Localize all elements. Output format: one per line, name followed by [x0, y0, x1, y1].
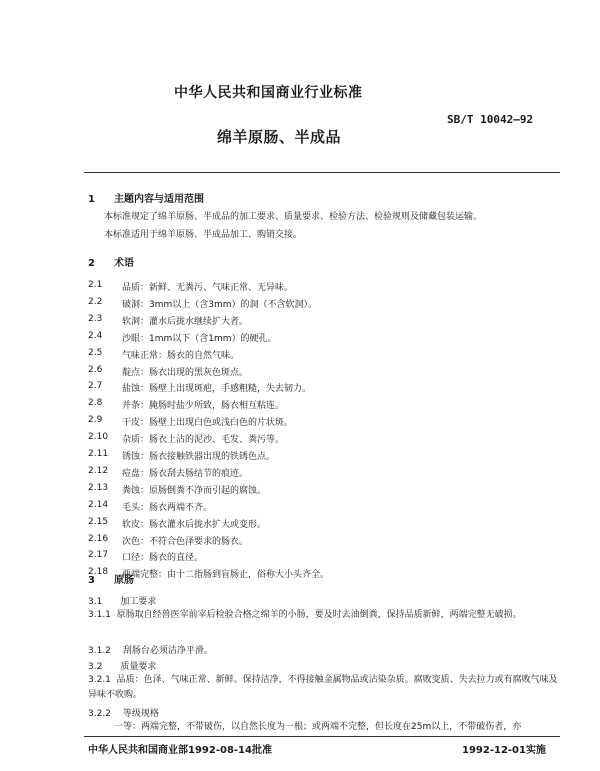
term-text: 两端完整：由十二指肠到盲肠止，俗称大小头齐全。	[122, 570, 330, 581]
term-text: 毛头：肠衣两端不齐。	[122, 502, 213, 513]
clause-text: 原肠取自经兽医宰前宰后检验合格之绵羊的小肠，要及时去油倒粪，保持品质新鲜，两端完整无破损。	[116, 610, 522, 620]
clause-number: 3.2.1	[88, 675, 111, 685]
section-number: 1	[88, 194, 95, 205]
clause-number: 3.2.2	[88, 709, 111, 719]
term-number: 2.1	[88, 280, 103, 290]
section-1-paragraph-1: 本标准规定了绵羊原肠、半成品的加工要求、质量要求、检验方法、检验规则及储藏包装运输。	[104, 212, 483, 222]
clause-text: 质量要求	[120, 662, 157, 672]
header-divider	[84, 172, 560, 173]
implementation-date: 1992-12-01实施	[462, 745, 546, 756]
term-number: 2.12	[88, 465, 109, 476]
term-text: 并条：腌肠时盐少所致，肠衣相互粘连。	[122, 401, 285, 412]
term-number: 2.9	[88, 415, 103, 426]
term-number: 2.2	[88, 296, 103, 307]
term-number: 2.16	[88, 533, 109, 544]
term-number: 2.11	[88, 449, 109, 459]
term-number: 2.5	[88, 347, 103, 358]
term-text: 品质：新鲜、无粪污、气味正常、无异味。	[122, 283, 294, 293]
section-number: 3	[88, 575, 95, 586]
clause-3-2-1	[88, 673, 558, 703]
term-number: 2.15	[88, 516, 109, 527]
term-text: 靛点：肠衣出现的黑灰色斑点。	[122, 367, 249, 378]
section-1-paragraph-2: 本标准适用于绵羊原肠、半成品加工、购销交接。	[104, 230, 303, 240]
clause-number: 3.1	[88, 597, 103, 607]
section-title: 主题内容与适用范围	[114, 194, 204, 205]
term-text: 口径：肠衣的直径。	[122, 553, 204, 564]
approval-line: 中华人民共和国商业部1992-08-14批准	[88, 745, 272, 756]
term-text: 沙眼：1mm以下（含1mm）的硬孔。	[122, 333, 277, 344]
term-number: 2.18	[88, 567, 109, 578]
term-text: 杂质：肠衣上沾的泥沙、毛发、粪污等。	[122, 435, 285, 446]
term-number: 2.7	[88, 381, 103, 392]
section-number: 2	[88, 258, 95, 269]
term-number: 2.10	[88, 432, 109, 443]
term-text: 粪蚀：原肠倒粪不净而引起的腐蚀。	[122, 485, 267, 496]
clause-3-1	[88, 594, 156, 607]
term-text: 破洞：3mm以上（含3mm）的洞（不含软洞）。	[122, 299, 318, 310]
term-text: 气味正常：肠衣的自然气味。	[122, 350, 240, 361]
clause-number: 3.1.2	[88, 646, 111, 656]
term-number: 2.13	[88, 482, 109, 493]
section-2-heading	[88, 254, 134, 269]
section-title: 术语	[114, 258, 134, 269]
term-text: 锈蚀：肠衣接触铁器出现的铁锈色点。	[122, 452, 276, 462]
term-number: 2.3	[88, 313, 103, 324]
term-text: 软洞：灌水后拢水继续扩大者。	[122, 316, 249, 327]
term-number: 2.8	[88, 398, 103, 409]
term-text: 盐蚀：肠壁上出现斑疤，手感粗糙，失去韧力。	[122, 384, 312, 395]
clause-number: 3.2	[88, 662, 103, 672]
clause-3-1-2	[88, 643, 213, 656]
term-text: 次色：不符合色泽要求的肠衣。	[122, 536, 249, 547]
footer-divider	[84, 736, 560, 737]
grade-1-text: 一等：两端完整，不带破伤，以自然长度为一根；或两端不完整，但长度在25m以上，不带破伤者，亦	[114, 722, 522, 732]
section-title: 原肠	[114, 575, 134, 586]
term-text: 痘盘：肠衣刮去肠结节的痕迹。	[122, 468, 249, 479]
clause-text: 等级规格	[122, 709, 159, 719]
section-3-heading	[88, 571, 134, 586]
clause-3-2	[88, 659, 156, 672]
term-number: 2.4	[88, 330, 103, 341]
clause-text: 品质：色泽、气味正常、新鲜。保持洁净，不得接触金属物品或沾染杂质。腐败变质、失去拉力或有腐败气味及异味不收购。	[88, 675, 558, 700]
standard-number: SB/T 10042—92	[447, 113, 534, 126]
clause-text: 刮肠台必须洁净平滑。	[122, 646, 213, 656]
term-number: 2.6	[88, 364, 103, 375]
term-text: 软皮：肠衣灌水后拢水扩大或变形。	[122, 519, 267, 530]
document-title: 绵羊原肠、半成品	[217, 128, 342, 146]
section-1-heading	[88, 190, 204, 205]
clause-number: 3.1.1	[88, 610, 111, 620]
clause-text: 加工要求	[120, 597, 157, 607]
term-number: 2.17	[88, 550, 109, 561]
clause-3-2-2	[88, 706, 159, 719]
clause-3-1-1	[88, 608, 558, 623]
issuer-title: 中华人民共和国商业行业标准	[174, 85, 363, 101]
term-number: 2.14	[88, 499, 109, 510]
term-text: 干皮：肠壁上出现白色或浅白色的片状斑。	[122, 418, 294, 429]
